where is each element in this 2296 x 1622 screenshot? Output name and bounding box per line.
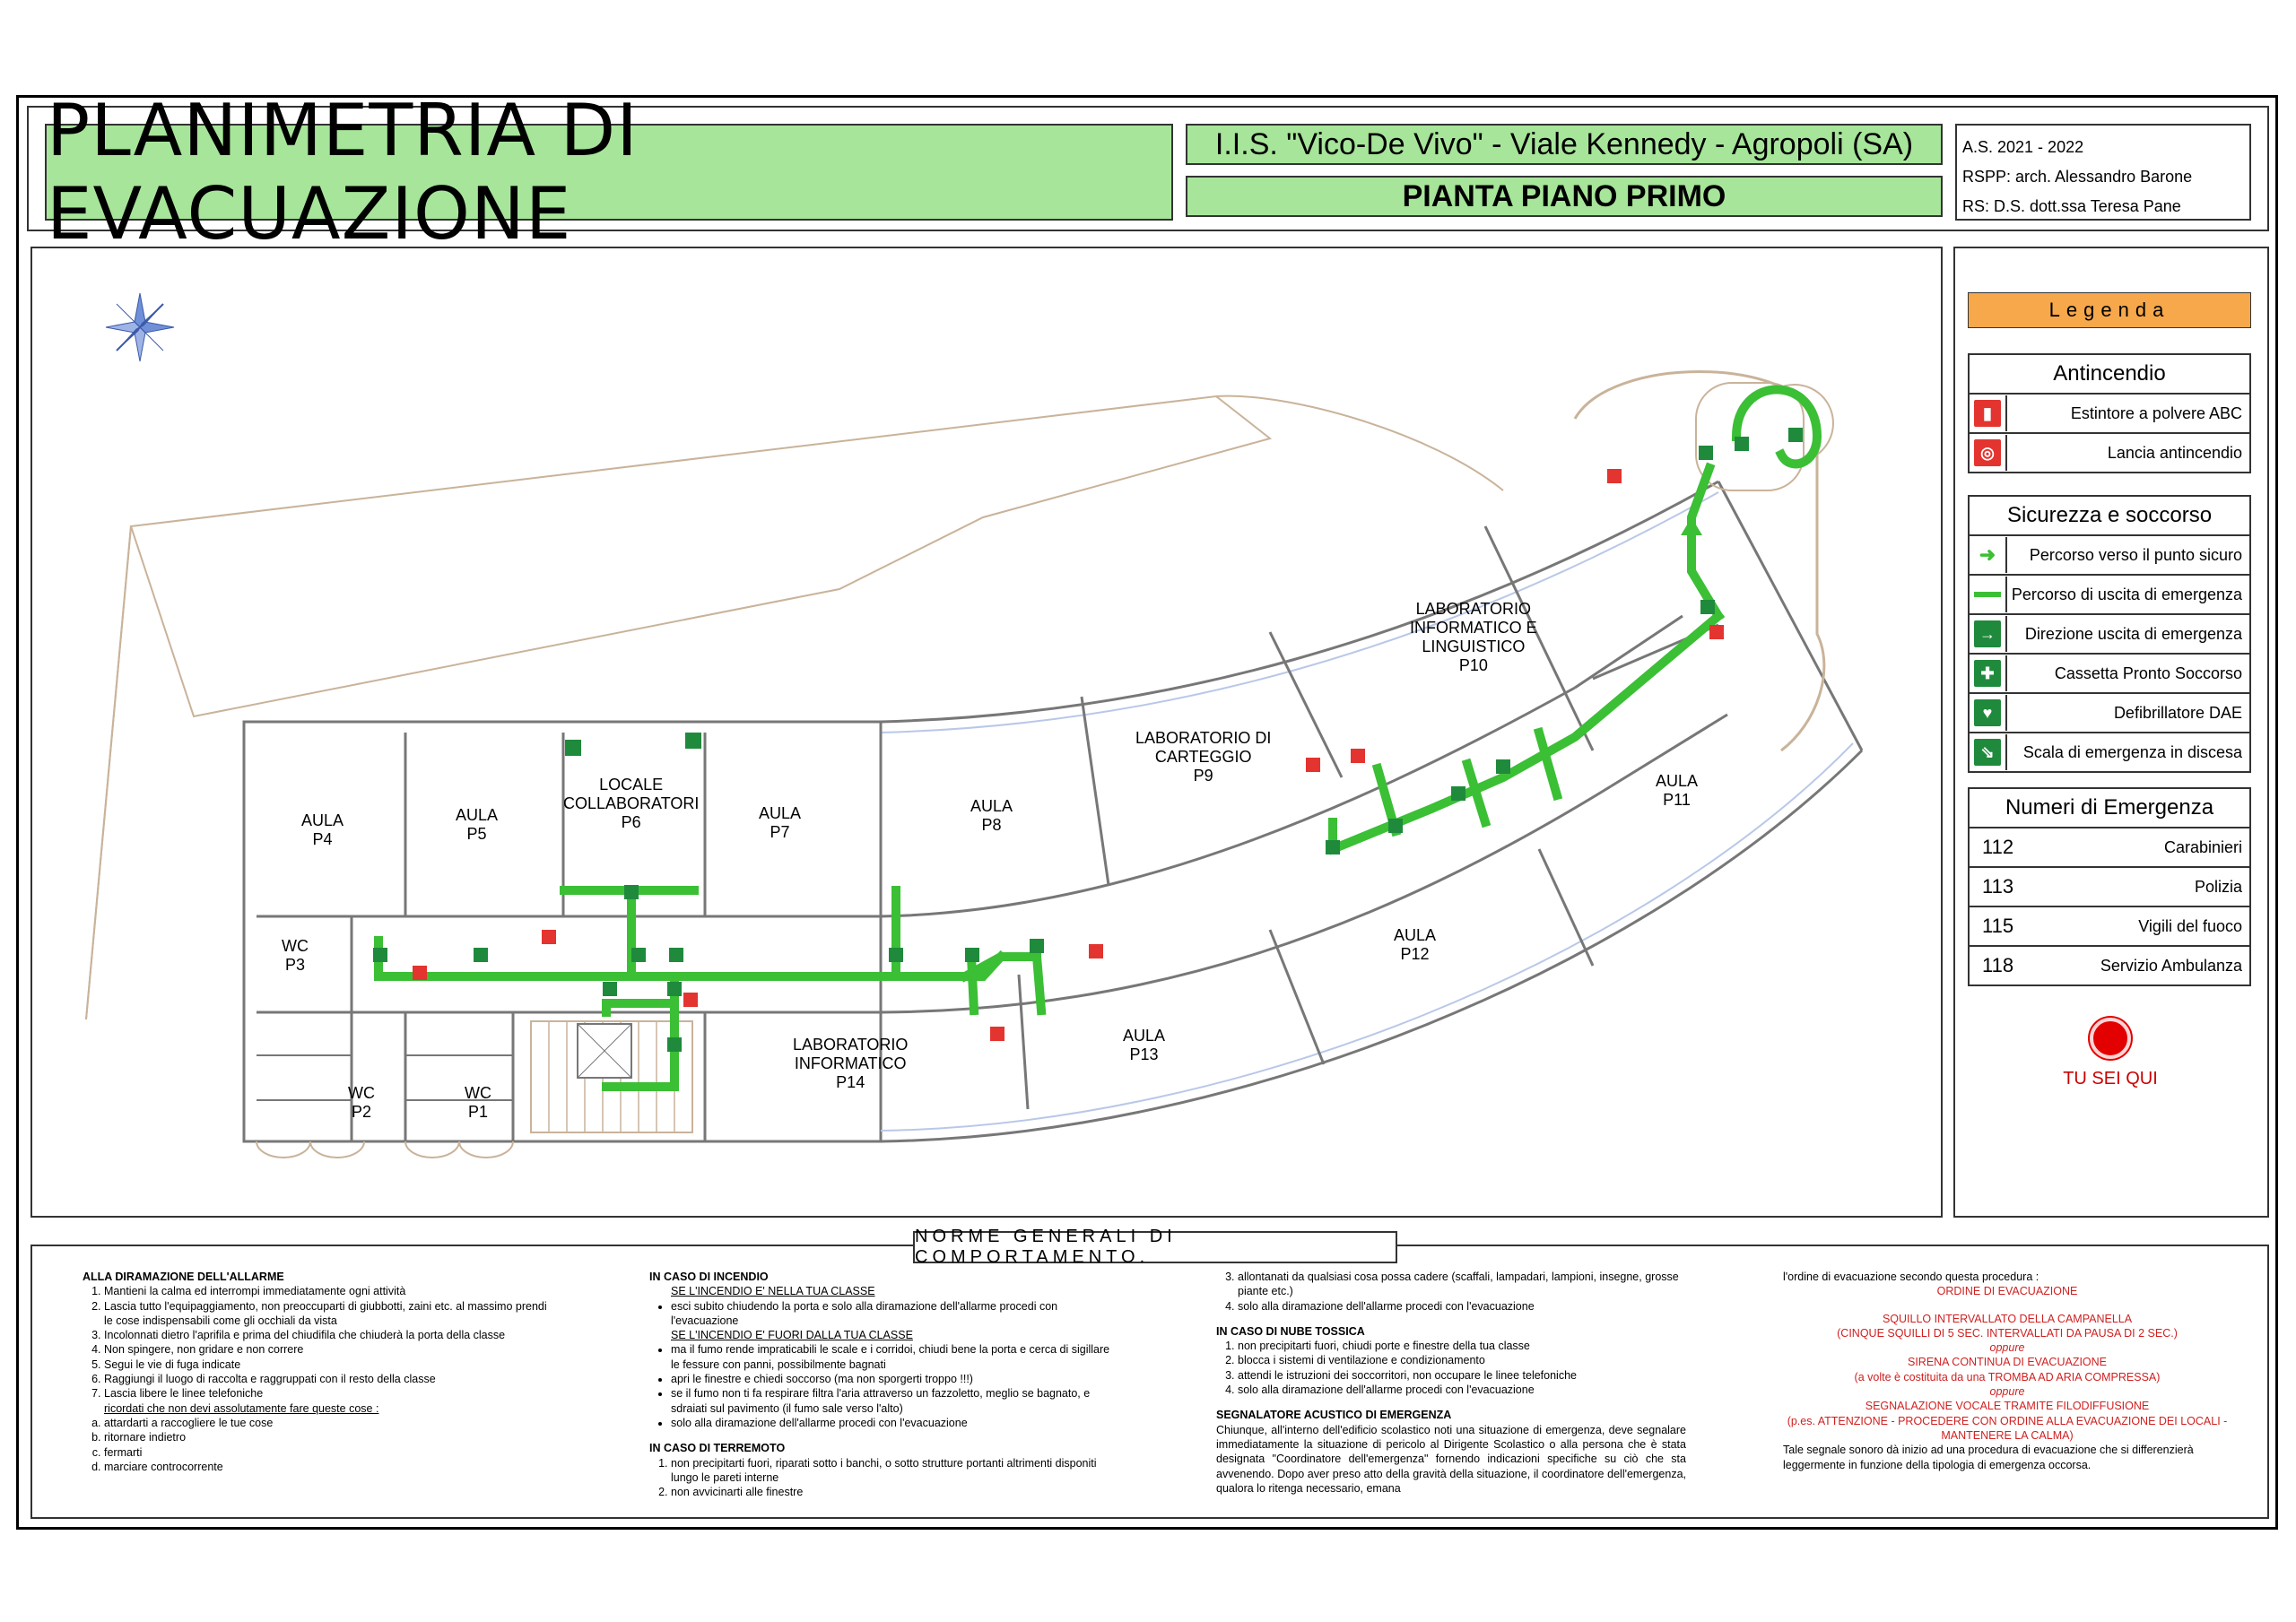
- room-p6: LOCALE COLLABORATORI P6: [563, 776, 700, 831]
- norme-title: NORME GENERALI DI COMPORTAMENTO.: [913, 1231, 1397, 1263]
- norme-item: • se il fumo non ti fa respirare filtra l'aria attraverso un fazzoletto, meglio se bagnato, e sdraiati sul pavimento (il fumo sale verso l'alto): [671, 1386, 1119, 1416]
- norme-item: 2. blocca i sistemi di ventilazione e condizionamento: [1238, 1353, 1686, 1367]
- norme-item: 4. solo alla diramazione dell'allarme procedi con l'evacuazione: [1238, 1383, 1686, 1397]
- emergency-number-row: 112 Carabinieri: [1970, 828, 2249, 868]
- legend-numeri: [1968, 787, 2251, 986]
- exit-direction-icon: →: [1974, 620, 2001, 647]
- fire-extinguisher-icon: ▮: [1974, 400, 2001, 427]
- room-p10: LABORATORIO INFORMATICO E LINGUISTICO P10: [1410, 600, 1537, 674]
- floor-name: PIANTA PIANO PRIMO: [1186, 176, 1943, 217]
- norme-list: [83, 1284, 552, 1401]
- room-p12: AULA P12: [1394, 926, 1437, 963]
- green-line-icon: [1974, 592, 2001, 597]
- norme-item: 1. Mantieni la calma ed interrompi immediatamente ogni attività: [104, 1284, 552, 1298]
- norme-item: d. marciare controcorrente: [104, 1460, 552, 1474]
- norme-item: 7. Lascia libere le linee telefoniche: [104, 1386, 552, 1401]
- room-p9: LABORATORIO DI CARTEGGIO P9: [1135, 729, 1272, 785]
- green-arrow-icon: ➜: [1979, 543, 1996, 566]
- first-aid-icon: ✚: [1974, 660, 2001, 687]
- legend-row: ➜ Percorso verso il punto sicuro: [1970, 536, 2249, 576]
- antincendio-head: Antincendio: [1970, 355, 2249, 395]
- emergency-stairs-icon: ⇘: [1974, 739, 2001, 766]
- page-title: PLANIMETRIA DI EVACUAZIONE: [45, 124, 1173, 221]
- floor-plan: [30, 247, 1943, 1218]
- numeri-head: Numeri di Emergenza: [1970, 789, 2249, 828]
- room-p5: AULA P5: [456, 806, 499, 843]
- emergency-number-row: 113 Polizia: [1970, 868, 2249, 907]
- norme-item: 2. Lascia tutto l'equipaggiamento, non preoccuparti di giubbotti, zaini etc. al massimo prendi le cose indispensabili come gli occhiali da vista: [104, 1299, 552, 1329]
- norme-item: • esci subito chiudendo la porta e solo alla diramazione dell'allarme procedi con l'evacuazione: [671, 1299, 1119, 1329]
- norme-col-3: 3. allontanati da qualsiasi cosa possa cadere (scaffali, lampadari, lampioni, insegne, grosse piante etc.) 4. solo alla diramazione dell'allarme procedi con l'evacuazione IN CASO DI NUBE TOSSICA 1. non precipitarti fuori, chiudi porte e finestre della tua classe 2. blocca i sistemi di ventilazione e condizionamento 3. attendi le istruzioni dei soccorritori, non occupare le linee telefoniche 4. solo alla diramazione dell'allarme procedi con l'evacuazione SEGNALATORE ACUSTICO DI EMERGENZA Chiunque, all'interno dell'edificio scolastico noti una situazione di emergenza, deve segnalare immediatamente la situazione di pericolo al Dirigente Scolastico o alla persona che è stata designata "Coordinatore dell'emergenza" fornendo indicazioni specifiche su ciò che sta avvenendo. Dopo aver preso atto della gravità della situazione, il coordinatore dell'emergenza, qualora lo ritenga necessario, emana: [1216, 1270, 1686, 1496]
- legend-row: → Direzione uscita di emergenza: [1970, 615, 2249, 655]
- norme-item: 2. non avvicinarti alle finestre: [671, 1485, 1119, 1499]
- room-p2: WC P2: [348, 1084, 375, 1121]
- info-box: [1955, 124, 2251, 221]
- floor-plan-drawing: [32, 248, 1944, 1219]
- norme-item: 3. allontanati da qualsiasi cosa possa cadere (scaffali, lampadari, lampioni, insegne, grosse piante etc.): [1238, 1270, 1686, 1299]
- emergency-number-row: 115 Vigili del fuoco: [1970, 907, 2249, 947]
- rspp-label: RSPP: arch. Alessandro Barone: [1962, 168, 2193, 186]
- legend-row: ▮ Estintore a polvere ABC: [1970, 395, 2249, 434]
- norme-item: • apri le finestre e chiedi soccorso (ma non sporgerti troppo !!!): [671, 1372, 1119, 1386]
- fire-hose-icon: ◎: [1974, 439, 2001, 466]
- room-p4: AULA P4: [301, 811, 344, 848]
- room-p11: AULA P11: [1656, 772, 1699, 809]
- norme-item: 4. solo alla diramazione dell'allarme procedi con l'evacuazione: [1238, 1299, 1686, 1314]
- first-aid-sign: [685, 733, 701, 749]
- room-p7: AULA P7: [759, 804, 802, 841]
- norme-col-1: ALLA DIRAMAZIONE DELL'ALLARME 1. Mantieni la calma ed interrompi immediatamente ogni attività 2. Lascia tutto l'equipaggiamento, non preoccuparti di giubbotti, zaini etc. al massimo prendi le cose indispensabili come gli occhiali da vista 3. Incolonnati dietro l'aprifila e prima del chiudifila che chiuderà la porta della classe 4. Non spingere, non gridare e non correre 5. Segui le vie di fuga indicate 6. Raggiungi il luogo di raccolta e raggruppati con il resto della classe 7. Lascia libere le linee telefoniche ricordati che non devi assolutamente fare queste cose : a. attardarti a raccogliere le tue cose b. ritornare indietro c. fermarti d. marciare controcorrente: [83, 1270, 552, 1474]
- rs-label: RS: D.S. dott.ssa Teresa Pane: [1962, 197, 2181, 215]
- norme-item: 4. Non spingere, non gridare e non correre: [104, 1342, 552, 1357]
- school-name: I.I.S. "Vico-De Vivo" - Viale Kennedy - Agropoli (SA): [1186, 124, 1943, 165]
- norme-col-4: l'ordine di evacuazione secondo questa procedura : ORDINE DI EVACUAZIONE SQUILLO INTERVALLATO DELLA CAMPANELLA (CINQUE SQUILLI DI 5 SEC. INTERVALLATI DA PAUSA DI 2 SEC.) oppure SIRENA CONTINUA DI EVACUAZIONE (a volte è costituita da una TROMBA AD ARIA COMPRESSA) oppure SEGNALAZIONE VOCALE TRAMITE FILODIFFUSIONE (p.es. ATTENZIONE - PROCEDERE CON ORDINE ALLA EVACUAZIONE DEI LOCALI - MANTENERE LA CALMA) Tale segnale sonoro dà inizio ad una procedura di evacuazione che si differenzierà leggermente in funzione della tipologia di emergenza occorsa.: [1783, 1271, 2228, 1471]
- norme-item: 5. Segui le vie di fuga indicate: [104, 1357, 552, 1372]
- legend-row: Percorso di uscita di emergenza: [1970, 576, 2249, 615]
- legend-row: ◎ Lancia antincendio: [1970, 434, 2249, 472]
- defibrillator-icon: ♥: [1974, 699, 2001, 726]
- norme-item: 3. attendi le istruzioni dei soccorritori, non occupare le linee telefoniche: [1238, 1368, 1686, 1383]
- norme-item: • ma il fumo rende impraticabili le scale e i corridoi, chiudi bene la porta e cerca di sigillare le fessure con panni, possibilmente bagnati: [671, 1342, 1119, 1372]
- school-year: A.S. 2021 - 2022: [1962, 138, 2084, 156]
- defibrillator-sign: [565, 740, 581, 756]
- legend-title: Legenda: [1968, 292, 2251, 328]
- sicurezza-head: Sicurezza e soccorso: [1970, 497, 2249, 536]
- compass-rose-icon: [106, 293, 174, 361]
- norme-item: 3. Incolonnati dietro l'aprifila e prima del chiudifila che chiuderà la porta della classe: [104, 1328, 552, 1342]
- norme-item: 1. non precipitarti fuori, riparati sotto i banchi, o sotto strutture portanti altrimenti disponiti lungo le pareti interne: [671, 1456, 1119, 1486]
- fire-equipment-signs: [413, 469, 1724, 1041]
- norme-item: b. ritornare indietro: [104, 1430, 552, 1444]
- norme-item: a. attardarti a raccogliere le tue cose: [104, 1416, 552, 1430]
- norme-item: c. fermarti: [104, 1445, 552, 1460]
- norme-sublist: [83, 1416, 552, 1474]
- you-are-here-label: TU SEI QUI: [2063, 1069, 2158, 1089]
- emergency-number-row: 118 Servizio Ambulanza: [1982, 954, 2242, 976]
- room-p14: LABORATORIO INFORMATICO P14: [793, 1036, 909, 1091]
- evacuation-route: [378, 390, 1817, 1088]
- room-p3: WC P3: [282, 937, 309, 974]
- legend-antincendio: [1968, 353, 2251, 473]
- norme-item: 1. non precipitarti fuori, chiudi porte e finestre della tua classe: [1238, 1339, 1686, 1353]
- legend-row: ✚ Cassetta Pronto Soccorso: [1970, 655, 2249, 694]
- legend-row: ♥ Defibrillatore DAE: [1970, 694, 2249, 733]
- legend-sicurezza: [1968, 495, 2251, 773]
- norme-item: 6. Raggiungi il luogo di raccolta e raggruppati con il resto della classe: [104, 1372, 552, 1386]
- you-are-here-icon: [2090, 1018, 2131, 1059]
- room-p1: WC P1: [465, 1084, 491, 1121]
- room-p13: AULA P13: [1123, 1027, 1166, 1063]
- room-p8: AULA P8: [970, 797, 1013, 834]
- legend-row: ⇘ Scala di emergenza in discesa: [1970, 733, 2249, 771]
- norme-col-2: IN CASO DI INCENDIO SE L'INCENDIO E' NELLA TUA CLASSE • esci subito chiudendo la porta e solo alla diramazione dell'allarme procedi con l'evacuazione SE L'INCENDIO E' FUORI DALLA TUA CLASSE • ma il fumo rende impraticabili le scale e i corridoi, chiudi bene la porta e cerca di sigillare le fessure con panni, possibilmente bagnati • apri le finestre e chiedi soccorso (ma non sporgerti troppo !!!) • se il fumo non ti fa respirare filtra l'aria attraverso un fazzoletto, meglio se bagnato, e sdraiati sul pavimento (il fumo sale verso l'alto) • solo alla diramazione dell'allarme procedi con l'evacuazione IN CASO DI TERREMOTO 1. non precipitarti fuori, riparati sotto i banchi, o sotto strutture portanti altrimenti disponiti lungo le pareti interne 2. non avvicinarti alle finestre: [649, 1270, 1119, 1499]
- norme-item: • solo alla diramazione dell'allarme procedi con l'evacuazione: [671, 1416, 1119, 1430]
